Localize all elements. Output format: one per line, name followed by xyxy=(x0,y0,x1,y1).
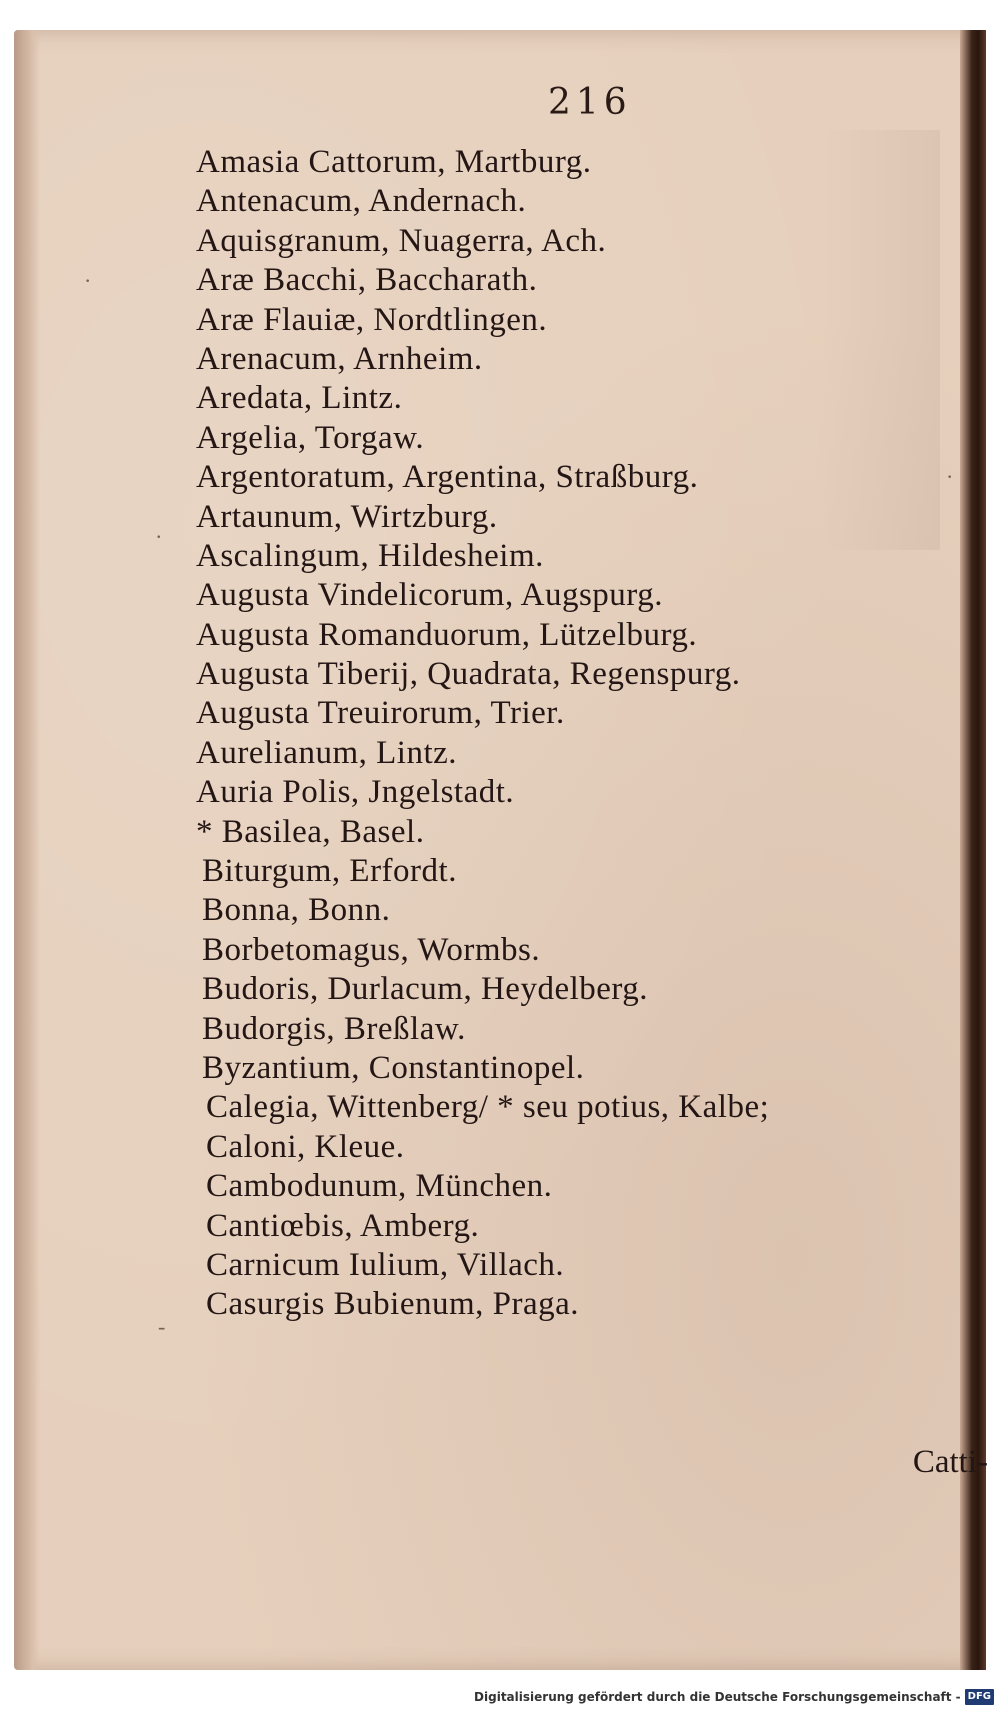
list-item: * Basilea, Basel. xyxy=(196,813,425,850)
page-number: 216 xyxy=(548,82,632,123)
margin-dash: - xyxy=(158,1314,166,1339)
dfg-logo-icon: DFG xyxy=(965,1689,994,1705)
list-item: Auria Polis, Jngelstadt. xyxy=(196,774,515,811)
list-item: Ascalingum, Hildesheim. xyxy=(196,537,544,574)
list-item: Carnicum Iulium, Villach. xyxy=(206,1246,565,1283)
list-item: Borbetomagus, Wormbs. xyxy=(202,931,541,968)
list-item: Cantiœbis, Amberg. xyxy=(206,1207,480,1244)
list-item: Aquisgranum, Nuagerra, Ach. xyxy=(196,222,607,259)
ink-bleed-through xyxy=(820,130,940,550)
margin-speck: . xyxy=(156,518,162,543)
list-item: Arenacum, Arnheim. xyxy=(196,340,483,377)
list-item: Caloni, Kleue. xyxy=(206,1128,405,1165)
credit-text: Digitalisierung gefördert durch die Deutsche Forschungsgemeinschaft - xyxy=(474,1690,961,1704)
list-item: Antenacum, Andernach. xyxy=(196,183,527,220)
list-item: Augusta Vindelicorum, Augspurg. xyxy=(196,577,663,614)
list-item: Cambodunum, München. xyxy=(206,1168,553,1205)
list-item: Aredata, Lintz. xyxy=(196,380,403,417)
list-item: Budorgis, Breßlaw. xyxy=(202,1010,466,1047)
page-left-edge xyxy=(14,30,40,1670)
list-item: Augusta Tiberij, Quadrata, Regenspurg. xyxy=(196,656,741,693)
list-item: Byzantium, Constantinopel. xyxy=(202,1049,585,1086)
list-item: Calegia, Wittenberg/ * seu potius, Kalbe; xyxy=(206,1089,770,1126)
list-item: Bonna, Bonn. xyxy=(202,892,391,929)
list-item: Casurgis Bubienum, Praga. xyxy=(206,1286,580,1323)
list-item: Argentoratum, Argentina, Straßburg. xyxy=(196,459,699,496)
list-item: Aræ Flauiæ, Nordtlingen. xyxy=(196,301,548,338)
list-item: Argelia, Torgaw. xyxy=(196,419,425,456)
list-item: Biturgum, Erfordt. xyxy=(202,853,457,890)
list-item: Augusta Treuirorum, Trier. xyxy=(196,695,565,732)
book-binding xyxy=(960,30,986,1670)
place-name-list xyxy=(196,143,769,1325)
list-item: Artaunum, Wirtzburg. xyxy=(196,498,498,535)
digitization-credit xyxy=(474,1684,1000,1710)
margin-speck: · xyxy=(84,268,92,293)
catchword: Catti- xyxy=(912,1444,988,1480)
list-item: Aurelianum, Lintz. xyxy=(196,734,458,771)
list-item: Budoris, Durlacum, Heydelberg. xyxy=(202,971,649,1008)
list-item: Aræ Bacchi, Baccharath. xyxy=(196,262,538,299)
list-item: Augusta Romanduorum, Lützelburg. xyxy=(196,616,698,653)
margin-speck: · xyxy=(946,464,954,489)
list-item: Amasia Cattorum, Martburg. xyxy=(196,144,592,180)
